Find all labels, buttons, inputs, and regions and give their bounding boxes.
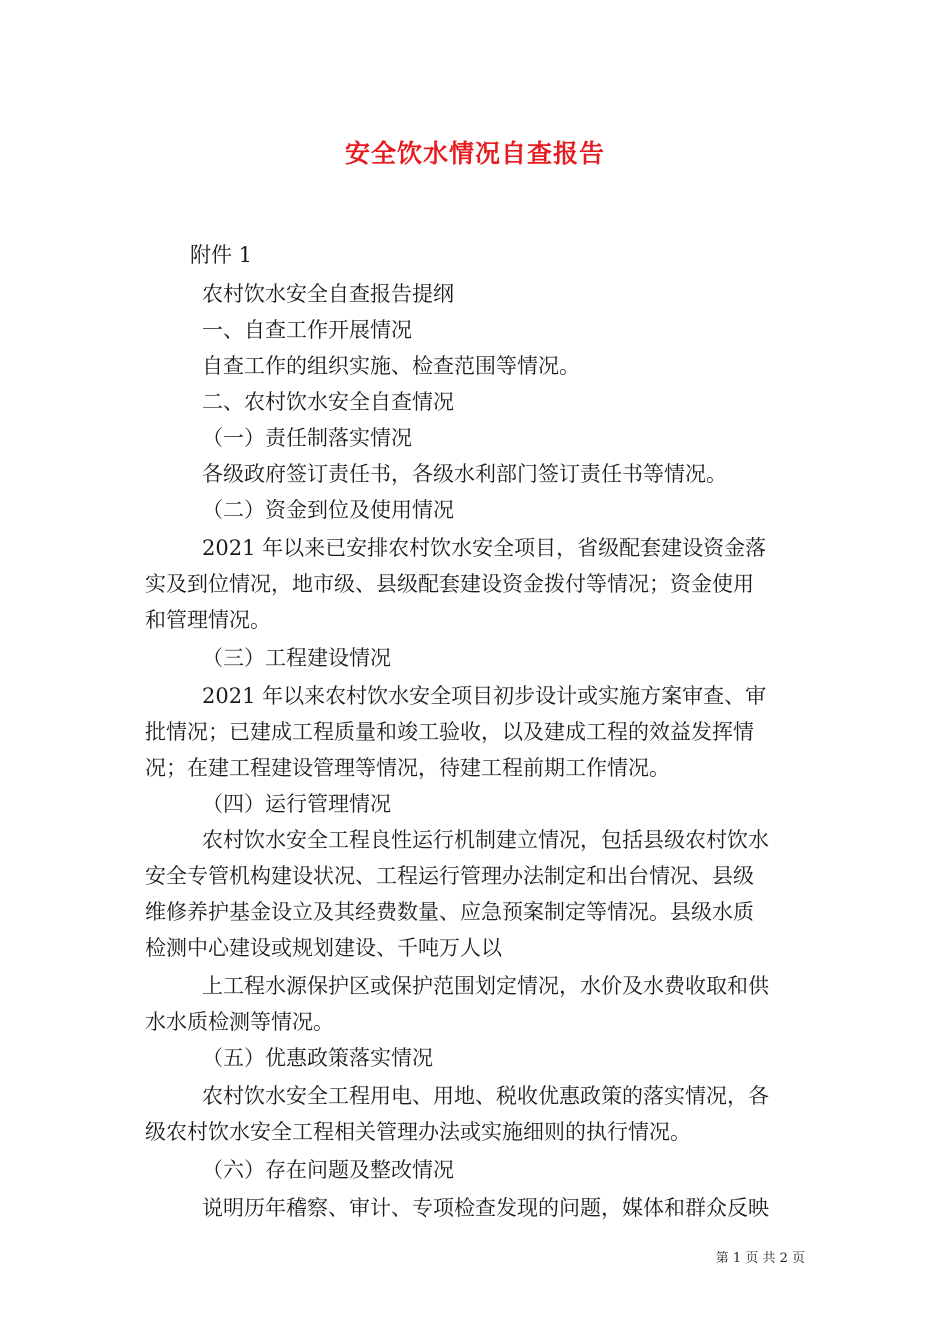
line-body: 各级政府签订责任书，各级水利部门签订责任书等情况。 bbox=[202, 462, 727, 486]
line-attachment: 附件 1 bbox=[190, 243, 253, 267]
line-body: 维修养护基金设立及其经费数量、应急预案制定等情况。县级水质 bbox=[145, 900, 754, 924]
line-body: 2021 年以来已安排农村饮水安全项目，省级配套建设资金落 bbox=[202, 536, 767, 560]
line-body: 和管理情况。 bbox=[145, 608, 271, 632]
line-body: 自查工作的组织实施、检查范围等情况。 bbox=[202, 354, 580, 378]
page-footer: 第 1 页 共 2 页 bbox=[715, 1251, 805, 1266]
line-subsection-2: （二）资金到位及使用情况 bbox=[202, 498, 454, 522]
line-subsection-1: （一）责任制落实情况 bbox=[202, 426, 412, 450]
line-body: 水水质检测等情况。 bbox=[145, 1010, 334, 1034]
line-body: 农村饮水安全工程用电、用地、税收优惠政策的落实情况，各 bbox=[202, 1084, 769, 1108]
line-body: 安全专管机构建设状况、工程运行管理办法制定和出台情况、县级 bbox=[145, 864, 754, 888]
line-subsection-5: （五）优惠政策落实情况 bbox=[202, 1046, 433, 1070]
line-section-1: 一、自查工作开展情况 bbox=[202, 318, 412, 342]
line-body: 农村饮水安全工程良性运行机制建立情况，包括县级农村饮水 bbox=[202, 828, 769, 852]
line-body: 2021 年以来农村饮水安全项目初步设计或实施方案审查、审 bbox=[202, 684, 767, 708]
line-body: 批情况；已建成工程质量和竣工验收，以及建成工程的效益发挥情 bbox=[145, 720, 754, 744]
line-subsection-3: （三）工程建设情况 bbox=[202, 646, 391, 670]
line-body: 况；在建工程建设管理等情况，待建工程前期工作情况。 bbox=[145, 756, 670, 780]
line-body: 上工程水源保护区或保护范围划定情况，水价及水费收取和供 bbox=[202, 974, 769, 998]
line-body: 说明历年稽察、审计、专项检查发现的问题，媒体和群众反映 bbox=[202, 1196, 769, 1220]
line-subsection-6: （六）存在问题及整改情况 bbox=[202, 1158, 454, 1182]
line-section-2: 二、农村饮水安全自查情况 bbox=[202, 390, 454, 414]
line-body: 实及到位情况，地市级、县级配套建设资金拨付等情况；资金使用 bbox=[145, 572, 754, 596]
line-subsection-4: （四）运行管理情况 bbox=[202, 792, 391, 816]
document-title: 安全饮水情况自查报告 bbox=[344, 139, 605, 168]
line-body: 检测中心建设或规划建设、千吨万人以 bbox=[145, 936, 502, 960]
line-body: 级农村饮水安全工程相关管理办法或实施细则的执行情况。 bbox=[145, 1120, 691, 1144]
line-outline-title: 农村饮水安全自查报告提纲 bbox=[202, 282, 454, 306]
